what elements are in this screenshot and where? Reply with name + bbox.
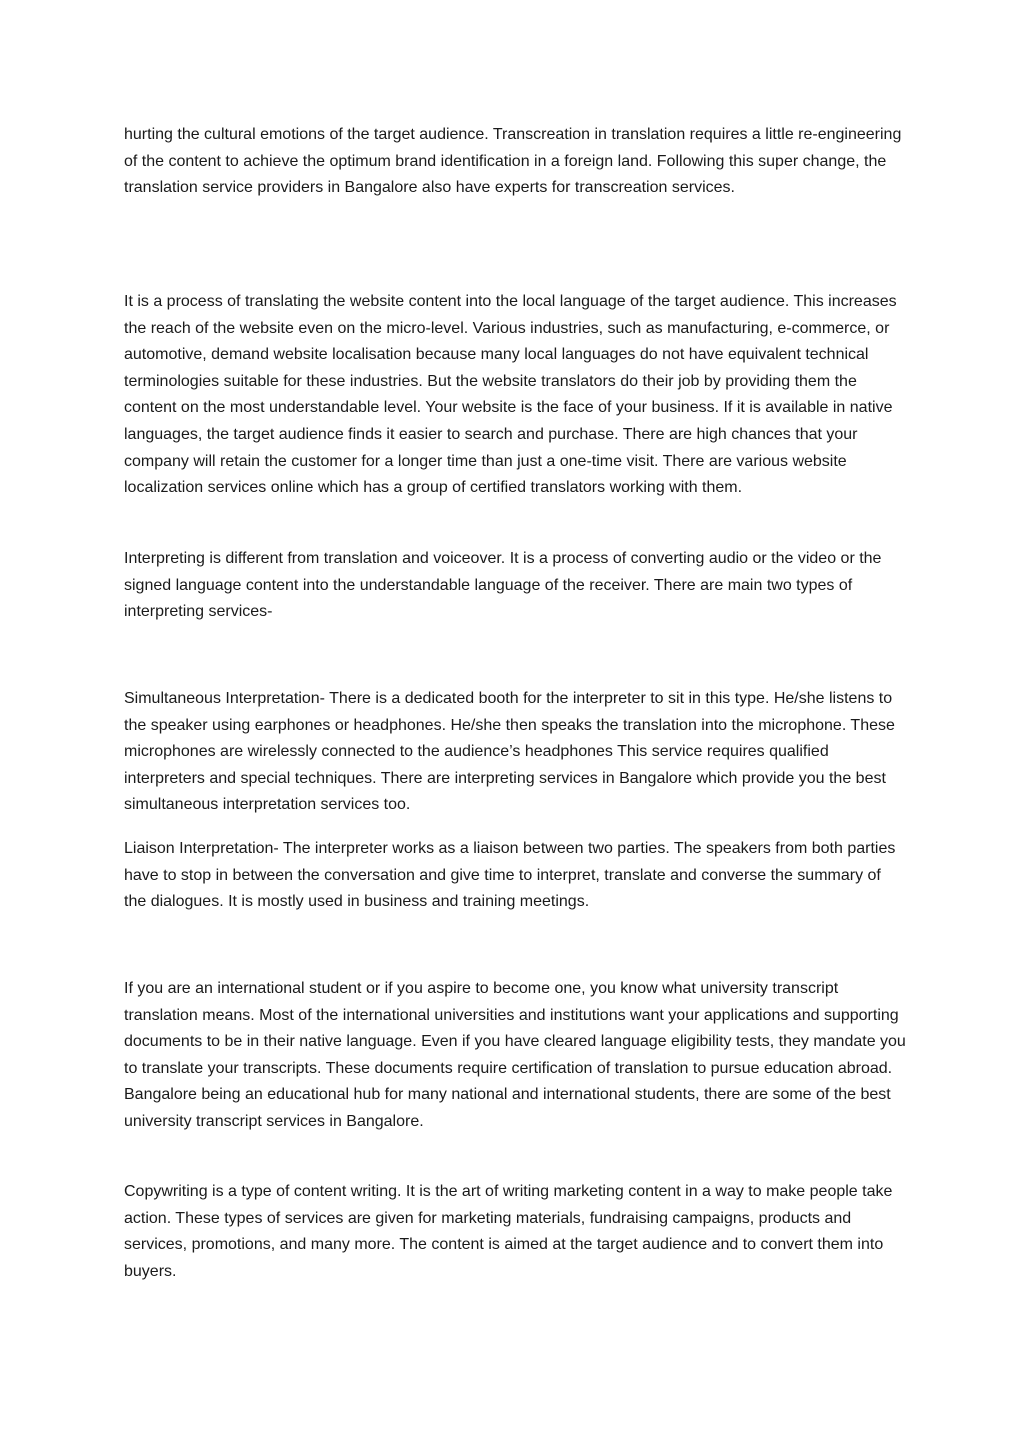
paragraph-transcreation: hurting the cultural emotions of the target audience. Transcreation in translation requires a little re-engineering of the content to achieve the optimum brand identification in a foreign land. Following this super change, the translation service providers in Bangalore also have experts for transcreation services. xyxy=(124,126,902,197)
paragraph-liaison-interpretation: Liaison Interpretation- The interpreter works as a liaison between two parties. The speakers from both parties have to stop in between the conversation and give time to interpret, translate and converse the summary of the dialogues. It is mostly used in business and training meetings. xyxy=(124,840,896,911)
paragraph-website-localisation: It is a process of translating the website content into the local language of the target audience. This increases the reach of the website even on the micro-level. Various industries, such as manufacturing, e-commerce, or automotive, demand website localisation because many local languages do not have equivalent technical terminologies suitable for these industries. But the website translators do their job by providing them the content on the most understandable level. Your website is the face of your business. If it is available in native languages, the target audience finds it easier to search and purchase. There are high chances that your company will retain the customer for a longer time than just a one-time visit. There are various website localization services online which has a group of certified translators working with them. xyxy=(124,293,897,497)
paragraph-transcript-translation: If you are an international student or if you aspire to become one, you know what university transcript translation means. Most of the international universities and institutions want your applications and supporting documents to be in their native language. Even if you have cleared language eligibility tests, they mandate you to translate your transcripts. These documents require certification of translation to pursue education abroad. Bangalore being an educational hub for many national and international students, there are some of the best university transcript services in Bangalore. xyxy=(124,980,906,1130)
paragraph-interpreting: Interpreting is different from translation and voiceover. It is a process of converting audio or the video or the signed language content into the understandable language of the receiver. There are main two types of interpreting services- xyxy=(124,550,882,621)
paragraph-copywriting: Copywriting is a type of content writing. It is the art of writing marketing content in a way to make people take action. These types of services are given for marketing materials, fundraising campaigns, products and services, promotions, and many more. The content is aimed at the target audience and to convert them into buyers. xyxy=(124,1183,893,1280)
paragraph-simultaneous-interpretation: Simultaneous Interpretation- There is a dedicated booth for the interpreter to sit in this type. He/she listens to the speaker using earphones or headphones. He/she then speaks the translation into the microphone. These microphones are wirelessly connected to the audience’s headphones This service requires qualified interpreters and special techniques. There are interpreting services in Bangalore which provide you the best simultaneous interpretation services too. xyxy=(124,690,895,814)
